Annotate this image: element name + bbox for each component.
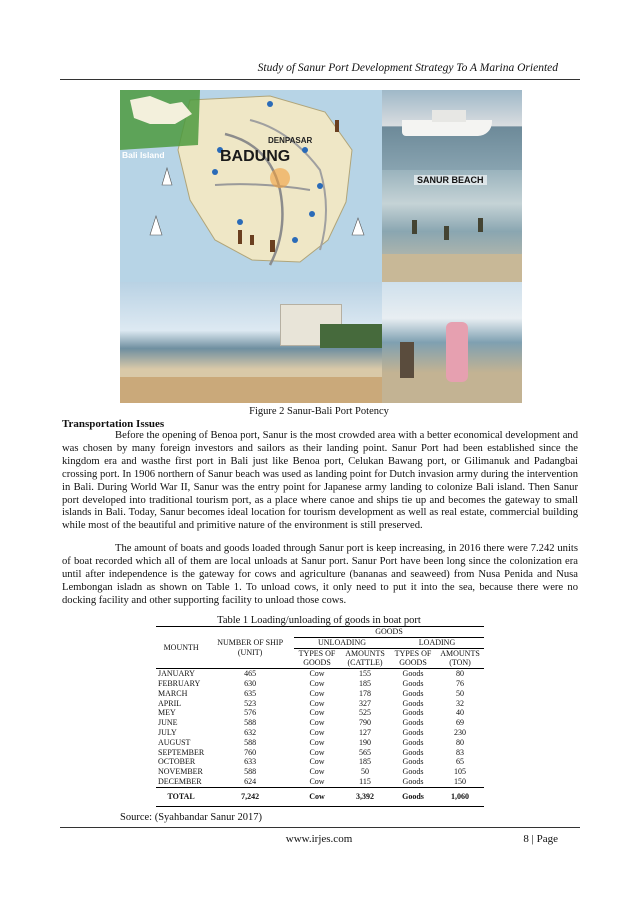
table-cell: 185 <box>359 678 371 688</box>
table-cell: Goods <box>402 737 424 747</box>
table-cell: 760 <box>244 747 257 757</box>
table-cell: Goods <box>402 708 424 718</box>
table-cell: 115 <box>359 776 371 786</box>
table-cell: 624 <box>244 776 257 786</box>
figure-sanur-port <box>120 90 522 403</box>
total-cell: Goods <box>390 787 436 806</box>
col-header-goods: GOODS <box>294 627 484 638</box>
figure-caption: Figure 2 Sanur-Bali Port Potency <box>249 406 389 417</box>
table-cell: 523 <box>244 698 257 708</box>
table-cell: 185 <box>359 757 371 767</box>
table-cell: Cow <box>309 718 325 728</box>
table-cell: Cow <box>309 678 325 688</box>
table-cell: 80 <box>456 737 464 747</box>
paragraph-2: The amount of boats and goods loaded through Sanur port is keep increasing, in 2016 there were 7.242 units of boat recorded which all of them are local unloads at Sanur port. Sanur Port have been long since the colonization era until after independence is the gateway for cows and agriculture (bananas and seaweed) from Nusa Penida and Nusa Lembongan isladn as shown on Table 1. To unload cows, it only need to put it into the sea, because there were no docking facility and other supporting facility to unload those cows. <box>62 543 578 606</box>
table-cell: Cow <box>309 698 325 708</box>
badung-map <box>120 90 382 282</box>
table-cell: Goods <box>402 688 424 698</box>
table-cell: AUGUST <box>158 737 191 747</box>
table-row <box>156 689 484 699</box>
col-header-amounts-unloading: AMOUNTS (CATTLE) <box>345 648 385 668</box>
col-header-amounts-loading: AMOUNTS (TON) <box>440 648 480 668</box>
table-cell: 80 <box>436 669 484 679</box>
footer-url: www.irjes.com <box>285 833 353 845</box>
table-cell: 588 <box>244 767 257 777</box>
table-cell: 155 <box>340 669 390 679</box>
table-cell: 69 <box>456 718 464 728</box>
table-cell: 525 <box>359 708 371 718</box>
table-cell: 633 <box>244 757 257 767</box>
table-cell: Cow <box>294 669 340 679</box>
col-header-unloading: UNLOADING <box>294 637 390 648</box>
table-row <box>156 669 484 679</box>
table-cell: 40 <box>456 708 464 718</box>
table-source: Source: (Syahbandar Sanur 2017) <box>120 812 263 823</box>
table-cell: Goods <box>390 669 436 679</box>
table-cell: 150 <box>454 776 466 786</box>
table-row <box>156 679 484 689</box>
table-row <box>156 777 484 787</box>
table-row <box>156 699 484 709</box>
table-cell: 632 <box>244 727 257 737</box>
table-cell: MARCH <box>158 688 188 698</box>
total-cell: TOTAL <box>156 787 206 806</box>
table-cell: 76 <box>456 678 464 688</box>
table-cell: DECEMBER <box>158 776 202 786</box>
table-cell: JANUARY <box>156 669 206 679</box>
table-cell: 327 <box>359 698 371 708</box>
table-cell: Goods <box>402 727 424 737</box>
table-cell: APRIL <box>158 698 182 708</box>
table-row <box>156 728 484 738</box>
table-cell: 630 <box>244 678 257 688</box>
table-row <box>156 767 484 777</box>
table-cell: Goods <box>402 747 424 757</box>
table-cell: 83 <box>456 747 464 757</box>
table-cell: 576 <box>244 708 257 718</box>
photo-beach-hotel <box>120 282 382 403</box>
col-header-loading: LOADING <box>390 637 484 648</box>
table-cell: Goods <box>402 767 424 777</box>
table-cell: OCTOBER <box>158 757 196 767</box>
table-cell: Cow <box>309 767 325 777</box>
table-cell: Goods <box>402 698 424 708</box>
table-cell: Cow <box>309 688 325 698</box>
footer-rule <box>60 827 580 828</box>
table-cell: Cow <box>309 708 325 718</box>
table-cell: 105 <box>454 767 466 777</box>
map-graphic <box>120 90 382 282</box>
total-cell: 7,242 <box>206 787 294 806</box>
table-total-row <box>156 787 484 806</box>
table-cell: 190 <box>359 737 371 747</box>
table-cell: 565 <box>359 747 371 757</box>
table-cell: Goods <box>402 678 424 688</box>
paragraph-1: Before the opening of Benoa port, Sanur is the most crowded area with a better economical development and was chosen by many foreign investors and sailors as their landing point. Sanur Port had been established since the kingdom era and wasthe first port in Bali just like Benoa port, Celukan Bawang port, or Gilimanuk and Padangbai crossing port. In 1906 northern of Sanur beach was used as landing point for Dutch invasion army during the intervention in Bali. During World War II, Sanur was the entry point for Japanese army landing to colonize Bali island. Then Sanur port developed into traditional tourism port, as a place where canoe and ships tie up and becomes the gateway to small islands in Bali. Today, Sanur becomes ideal location for tourism development as well as real estate, commercial building while most of the beautiful and primitive nature of the environment is still preserved. <box>62 430 578 532</box>
table-cell: 230 <box>454 727 466 737</box>
table-cell: 32 <box>456 698 464 708</box>
table-cell: JULY <box>158 727 177 737</box>
photo-boats <box>382 90 522 170</box>
table-caption: Table 1 Loading/unloading of goods in boat port <box>217 615 421 626</box>
table-cell: SEPTEMBER <box>158 747 205 757</box>
table-cell: Cow <box>309 727 325 737</box>
table-row <box>156 718 484 728</box>
table-cell: JUNE <box>158 718 178 728</box>
col-header-month: MOUNTH <box>156 627 206 669</box>
table-row <box>156 708 484 718</box>
table-body <box>156 669 484 788</box>
photo-label-sanur-beach: SANUR BEACH <box>414 175 487 185</box>
table-cell: Goods <box>402 718 424 728</box>
table-row <box>156 748 484 758</box>
col-header-types-loading: TYPES OF GOODS <box>394 648 432 668</box>
header-rule <box>60 79 580 80</box>
table-cell: 50 <box>456 688 464 698</box>
table-cell: Cow <box>309 776 325 786</box>
table-cell: 588 <box>244 737 257 747</box>
table-row <box>156 738 484 748</box>
table-cell: Goods <box>402 776 424 786</box>
table-cell: NOVEMBER <box>158 767 203 777</box>
table-row <box>156 757 484 767</box>
photo-sanur-beach <box>382 170 522 282</box>
table-cell: Goods <box>402 757 424 767</box>
col-header-types-unloading: TYPES OF GOODS <box>298 648 336 668</box>
table-cell: MEY <box>158 708 176 718</box>
col-header-ships: NUMBER OF SHIP (UNIT) <box>206 627 294 669</box>
table-cell: 465 <box>206 669 294 679</box>
running-header: Study of Sanur Port Development Strategy To A Marina Oriented <box>257 62 558 74</box>
table-cell: 65 <box>456 757 464 767</box>
total-cell: 1,060 <box>436 787 484 806</box>
table-cell: Cow <box>309 747 325 757</box>
table-cell: 588 <box>244 718 257 728</box>
section-heading: Transportation Issues <box>62 418 165 430</box>
table-cell: 178 <box>359 688 371 698</box>
map-label-badung: BADUNG <box>220 148 291 165</box>
footer-page-number: 8 | Page <box>523 833 558 845</box>
goods-table <box>156 626 484 807</box>
table-cell: 635 <box>244 688 257 698</box>
table-cell: Cow <box>309 737 325 747</box>
photo-beach-visitors <box>382 282 522 403</box>
table-cell: FEBRUARY <box>158 678 201 688</box>
total-cell: 3,392 <box>340 787 390 806</box>
table-cell: Cow <box>309 757 325 767</box>
total-cell: Cow <box>294 787 340 806</box>
map-label-bali-island: Bali Island <box>122 150 165 160</box>
table-cell: 50 <box>361 767 369 777</box>
table-cell: 790 <box>359 718 371 728</box>
table-cell: 127 <box>359 727 371 737</box>
map-label-denpasar: DENPASAR <box>268 136 313 145</box>
